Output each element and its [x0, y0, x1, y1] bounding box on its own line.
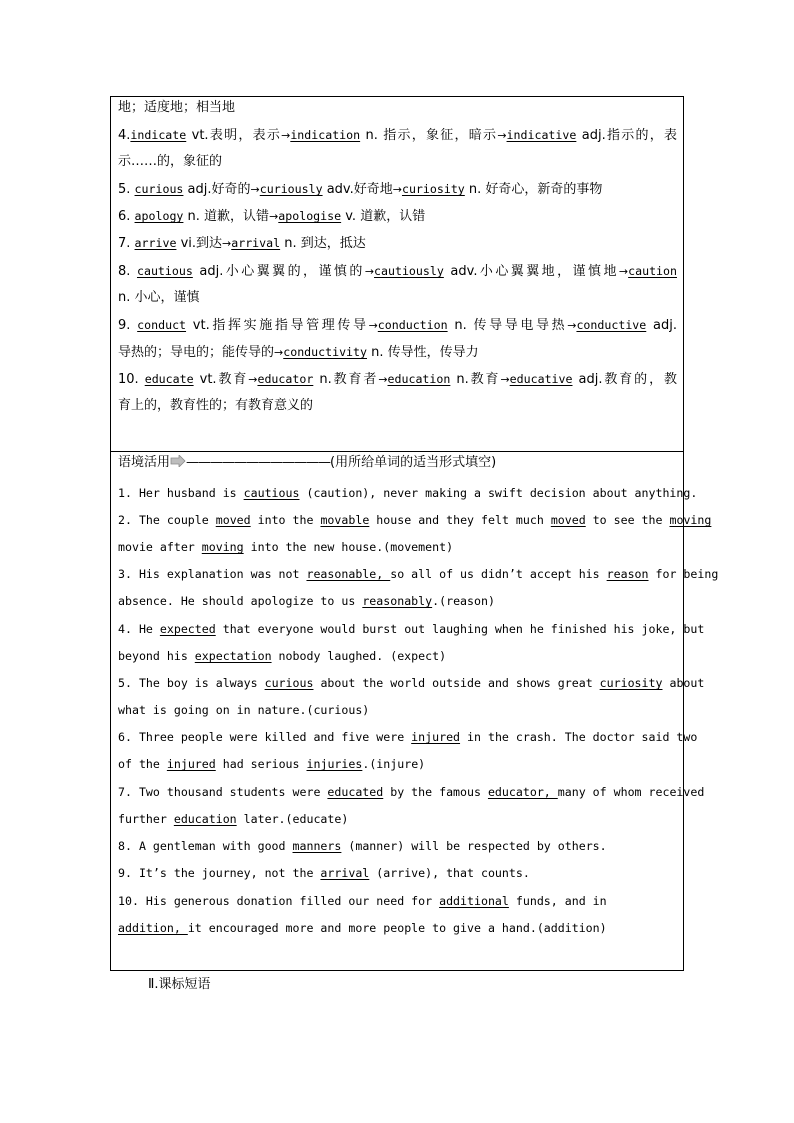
text-fragment: adj.好奇的 [183, 182, 251, 197]
vocab-item-8-cont [118, 290, 677, 306]
text-fragment: 6. [118, 209, 131, 224]
underlined-answer: expectation [194, 649, 272, 663]
text-fragment: to see the [585, 513, 670, 527]
text-fragment: 8. A gentleman with good [118, 839, 293, 853]
exercise-sentence-2 [118, 512, 712, 528]
underlined-answer: reason [606, 567, 649, 581]
text-fragment: adv.小心翼翼地，谨慎地 [443, 264, 619, 279]
text-fragment: 5. [118, 182, 131, 197]
exercise-sentence-5-cont [118, 702, 677, 718]
underlined-answer: educative [509, 372, 573, 386]
text-fragment: n. 传导导电导热 [447, 318, 568, 333]
underlined-answer: curious [264, 676, 314, 690]
right-arrow-icon: → [222, 237, 232, 250]
text-fragment: absence. He should apologize to us [118, 594, 363, 608]
underlined-answer: arrive [134, 236, 177, 250]
text-fragment: for being [648, 567, 719, 581]
exercise-sentence-10 [118, 893, 677, 909]
underlined-answer: reasonably [362, 594, 433, 608]
text-fragment: movie after [118, 540, 202, 554]
text-fragment: (caution), never making a swift decision about anything. [299, 486, 698, 500]
underlined-answer: curiosity [401, 182, 465, 196]
text-fragment: n.教育者 [313, 372, 379, 387]
text-fragment: adj.指示的，表 [576, 128, 677, 143]
double-arrow-icon [170, 455, 186, 467]
text-fragment: n. 小心，谨慎 [118, 290, 200, 305]
underlined-answer: conductive [576, 318, 647, 332]
underlined-answer: indicate [130, 128, 187, 142]
underlined-answer: cautious [243, 486, 300, 500]
underlined-answer: injuries [306, 757, 363, 771]
underlined-answer: moved [550, 513, 586, 527]
vocab-item-6 [118, 208, 677, 225]
text-fragment: many of whom received [557, 785, 705, 799]
text-fragment: adj.小心翼翼的，谨慎的 [192, 264, 365, 279]
underlined-answer: apologise [278, 209, 342, 223]
exercise-box [110, 451, 719, 971]
text-fragment: 导热的；导电的；能传导的 [118, 345, 275, 360]
text-fragment: funds, and in [508, 894, 607, 908]
text-fragment: n.教育 [450, 372, 501, 387]
exercise-sentence-7 [118, 784, 705, 800]
text-fragment: 6. Three people were killed and five were [118, 730, 412, 744]
exercise-sentence-4-cont [118, 648, 677, 664]
text-fragment: 1. Her husband is [118, 486, 244, 500]
underlined-answer: expected [159, 622, 216, 636]
text-fragment: had serious [215, 757, 307, 771]
exercise-sentence-3 [118, 566, 719, 582]
underlined-answer: education [387, 372, 451, 386]
right-arrow-icon: → [364, 265, 375, 278]
text-fragment: adj.教育的，教 [572, 372, 677, 387]
underlined-answer: reasonable, [306, 567, 391, 581]
underlined-answer: arrival [320, 866, 370, 880]
underlined-answer: moving [201, 540, 244, 554]
exercise-sentence-6 [118, 729, 698, 745]
text-fragment: about the world outside and shows great [313, 676, 600, 690]
section-heading: Ⅱ.课标短语 [148, 977, 211, 992]
right-arrow-icon: → [378, 373, 388, 386]
text-fragment: 育上的，教育性的；有教育意义的 [118, 398, 314, 413]
text-fragment: 7. [118, 236, 131, 251]
text-fragment: 10. [118, 372, 139, 387]
text-fragment: 9. It’s the journey, not the [118, 866, 321, 880]
vocab-item-9-cont [118, 344, 677, 361]
right-arrow-icon: → [392, 183, 402, 196]
text-fragment: .(reason) [432, 594, 495, 608]
text-fragment: n. 指示，象征，暗示 [360, 128, 498, 143]
underlined-answer: moved [215, 513, 251, 527]
exercise-sentence-10-cont [118, 920, 677, 936]
vocab-item-9 [118, 317, 677, 334]
text-fragment: into the new house.(movement) [243, 540, 454, 554]
text-fragment: about [662, 676, 705, 690]
right-arrow-icon: → [500, 373, 510, 386]
text-fragment: n. 好奇心，新奇的事物 [464, 182, 603, 197]
underlined-answer: indicative [506, 128, 577, 142]
underlined-answer: caution [628, 264, 677, 278]
underlined-answer: injured [166, 757, 216, 771]
right-arrow-icon: → [250, 183, 260, 196]
text-fragment: by the famous [383, 785, 488, 799]
underlined-answer: moving [669, 513, 712, 527]
vocabulary-box [110, 96, 684, 452]
exercise-sentence-6-cont [118, 756, 677, 772]
underlined-answer: conduction [377, 318, 448, 332]
right-arrow-icon: → [281, 129, 291, 142]
underlined-answer: cautiously [374, 264, 444, 278]
underlined-answer: educate [144, 372, 194, 386]
text-fragment: 3. His explanation was not [118, 567, 307, 581]
text-fragment: n. 道歉，认错 [183, 209, 270, 224]
text-fragment: (manner) will be respected by others. [341, 839, 607, 853]
text-fragment: vi.到达 [176, 236, 223, 251]
vocab-item-7 [118, 235, 677, 252]
underlined-answer: indication [290, 128, 361, 142]
underlined-answer: additional [439, 894, 509, 908]
vocab-item-5 [118, 181, 677, 198]
text-fragment: in the crash. The doctor said two [460, 730, 698, 744]
text-fragment: 示……的，象征的 [118, 154, 223, 169]
text-fragment: v. 道歉，认错 [341, 209, 426, 224]
underlined-answer: injured [411, 730, 461, 744]
text-fragment: 4. He [118, 622, 160, 636]
text-fragment: 4. [118, 128, 131, 143]
text-fragment: 10. His generous donation filled our need for [118, 894, 440, 908]
underlined-answer: curiosity [599, 676, 663, 690]
exercise-sentence-4 [118, 621, 705, 637]
text-fragment: 2. The couple [118, 513, 216, 527]
text-fragment: into the [250, 513, 321, 527]
text-fragment: 7. Two thousand students were [118, 785, 328, 799]
text-fragment: n. 到达，抵达 [280, 236, 366, 251]
text-fragment: nobody laughed. (expect) [271, 649, 447, 663]
text-fragment: 9. [118, 318, 131, 333]
underlined-answer: manners [292, 839, 342, 853]
text-fragment: that everyone would burst out laughing when he finished his joke, but [215, 622, 705, 636]
underlined-answer: education [173, 812, 237, 826]
underlined-answer: conduct [137, 318, 187, 332]
text-fragment: n. 传导性，传导力 [367, 345, 479, 360]
right-arrow-icon: → [269, 210, 279, 223]
underlined-answer: conductivity [283, 345, 367, 359]
right-arrow-icon: → [497, 129, 507, 142]
vocab-item-8 [118, 263, 677, 280]
underlined-answer: educator, [487, 785, 558, 799]
underlined-answer: educated [327, 785, 384, 799]
text-fragment: vt.指挥实施指导管理传导 [186, 318, 369, 333]
underlined-answer: movable [320, 513, 370, 527]
underlined-answer: educator [257, 372, 314, 386]
vocab-item-4-cont [118, 154, 677, 170]
text-fragment: later.(educate) [236, 812, 349, 826]
text-fragment: so all of us didn’t accept his [390, 567, 607, 581]
underlined-answer: curious [134, 182, 184, 196]
text-fragment: adv.好奇地 [322, 182, 393, 197]
exercise-instruction: (用所给单词的适当形式填空) [330, 455, 497, 470]
text-fragment: beyond his [118, 649, 195, 663]
text-fragment: 8. [118, 264, 131, 279]
exercise-sentence-1 [118, 485, 698, 501]
underlined-answer: apology [134, 209, 184, 223]
exercise-label: 语境活用 [118, 455, 171, 470]
exercise-sentence-5 [118, 675, 705, 691]
underlined-answer: cautious [136, 264, 193, 278]
text-fragment: .(injure) [362, 757, 426, 771]
text-fragment: vt.教育 [193, 372, 249, 387]
exercise-sentence-8 [118, 838, 677, 854]
right-arrow-icon: → [567, 319, 577, 332]
vocab-item-4 [118, 127, 677, 144]
underlined-answer: curiously [259, 182, 323, 196]
text-fragment: 5. The boy is always [118, 676, 265, 690]
vocab-line-continuation [118, 100, 677, 116]
text-fragment: it encouraged more and more people to give a hand.(addition) [187, 921, 607, 935]
text-fragment: of the [118, 757, 167, 771]
text-fragment: further [118, 812, 174, 826]
right-arrow-icon: → [274, 346, 284, 359]
right-arrow-icon: → [618, 265, 629, 278]
exercise-sentence-9 [118, 865, 677, 881]
text-fragment: vt.表明，表示 [186, 128, 282, 143]
exercise-sentence-7-cont [118, 811, 677, 827]
exercise-header [118, 455, 677, 471]
right-arrow-icon: → [248, 373, 258, 386]
vocab-item-10 [118, 371, 677, 388]
exercise-header-dashes: ———————————— [186, 455, 331, 470]
text-fragment: adj. [646, 318, 677, 333]
text-fragment: (arrive), that counts. [369, 866, 530, 880]
exercise-sentence-2-cont [118, 539, 677, 555]
right-arrow-icon: → [368, 319, 378, 332]
vocab-item-10-cont [118, 398, 677, 414]
text-fragment: what is going on in nature.(curious) [118, 703, 370, 717]
underlined-answer: arrival [231, 236, 281, 250]
text-fragment: house and they felt much [369, 513, 551, 527]
underlined-answer: addition, [118, 921, 188, 935]
exercise-sentence-3-cont [118, 593, 677, 609]
text-fragment: 地；适度地；相当地 [118, 100, 236, 115]
